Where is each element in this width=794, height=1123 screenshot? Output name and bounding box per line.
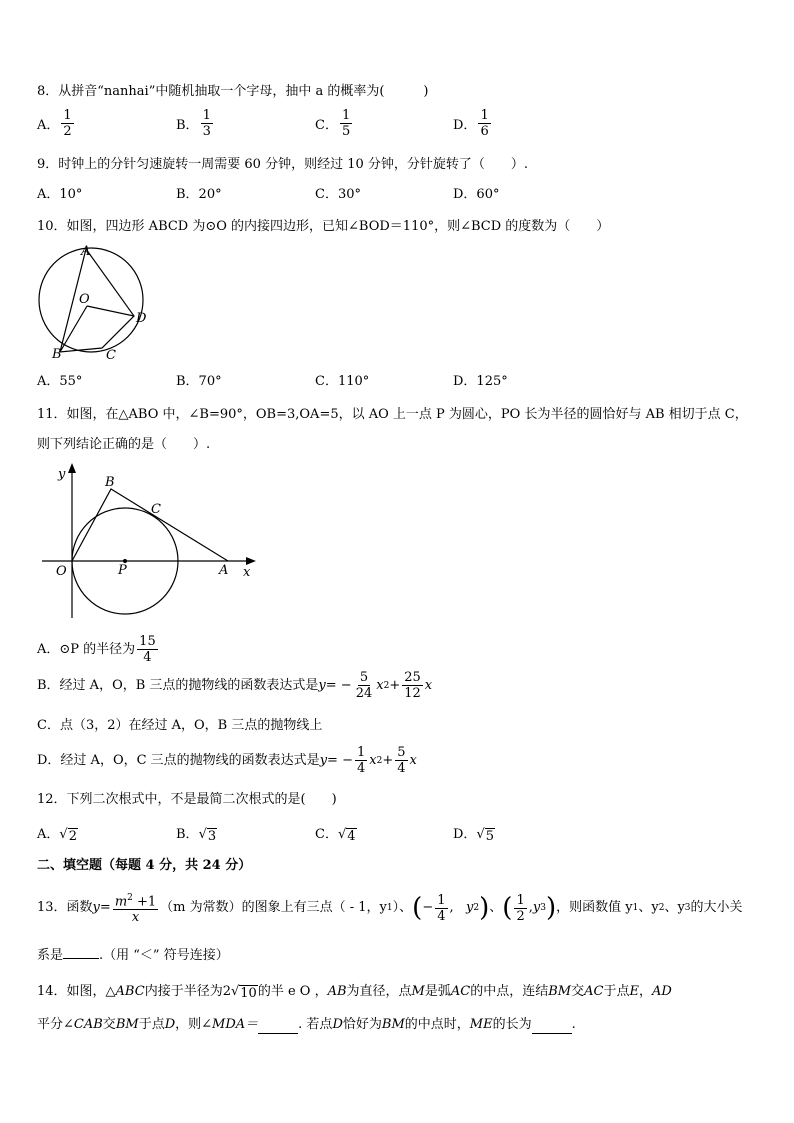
denominator: 2: [516, 908, 525, 924]
section-heading: 二、填空题（每题 4 分，共 24 分）: [37, 858, 252, 873]
label-o: O: [79, 292, 90, 307]
numerator: 1: [356, 745, 366, 760]
fraction: [354, 670, 375, 701]
option-letter: A．: [37, 118, 60, 133]
square-root: √ 5: [476, 827, 495, 844]
label-p: P: [118, 563, 127, 578]
q14-text: 的长为: [492, 1017, 532, 1032]
angle-cab: ∠CAB: [63, 1017, 103, 1032]
subscript: 3: [540, 903, 546, 913]
denominator: 4: [397, 761, 406, 776]
point-e: E: [629, 984, 639, 999]
plus-sign: +: [389, 677, 401, 693]
numerator: 1: [341, 108, 351, 123]
circle-o: [39, 248, 143, 352]
segment-ad: AD: [652, 984, 672, 999]
numerator: 5: [397, 745, 406, 760]
question-12-text: 12．下列二次根式中，不是最简二次根式的是( ): [37, 792, 337, 807]
question-9-text: 9．时钟上的分针匀速旋转一周需要 60 分钟，则经过 10 分钟，分针旋转了（ ）.: [37, 157, 529, 172]
option-letter: D．: [453, 827, 477, 842]
q14-text: 的中点时，: [404, 1017, 470, 1032]
option-b[interactable]: [176, 108, 215, 139]
q13-tail: 的大小关: [690, 900, 743, 915]
option-c[interactable]: C．30°: [315, 187, 361, 202]
inscribed-quadrilateral-figure: [30, 240, 160, 368]
question-11-line-2: 则下列结论正确的是（ ）.: [37, 437, 211, 452]
option-letter: A．: [37, 827, 60, 842]
comma: ,: [449, 900, 467, 915]
q14-text: 交: [571, 984, 585, 999]
subscript: 1: [632, 903, 639, 913]
question-10-text: 10．如图，四边形 ABCD 为⊙O 的内接四边形，已知∠BOD＝110°，则∠BCD 的度数为（ ）: [37, 219, 610, 234]
q14-text: . 若点: [298, 1017, 333, 1032]
option-b[interactable]: B．20°: [176, 187, 222, 202]
option-a[interactable]: [37, 634, 160, 665]
fraction: [514, 893, 526, 924]
numerator: [113, 891, 158, 910]
option-letter: C．: [315, 827, 338, 842]
fraction: [61, 108, 73, 139]
var-y: y: [92, 900, 100, 915]
segment-me: ME: [469, 1017, 493, 1032]
answer-blank[interactable]: [258, 1021, 298, 1034]
label-d: D: [136, 311, 147, 326]
option-c[interactable]: C．110°: [315, 374, 370, 389]
denominator: 4: [437, 908, 446, 924]
option-a[interactable]: [37, 826, 78, 844]
option-b[interactable]: [176, 826, 217, 844]
question-13-line-2: [37, 946, 229, 965]
point-m: M: [411, 984, 425, 999]
var-x: x: [424, 677, 433, 693]
var-x: x: [376, 677, 384, 693]
fraction: [402, 670, 423, 701]
q14-text: 于点: [138, 1017, 165, 1032]
fraction: [340, 108, 352, 139]
exponent: 2: [127, 892, 133, 903]
equals-sign: =: [99, 900, 111, 915]
option-a[interactable]: [37, 108, 76, 139]
denominator: 3: [202, 124, 211, 139]
option-letter: C．: [315, 118, 338, 133]
radicand: 5: [485, 829, 495, 844]
var-m: m: [114, 894, 128, 910]
denominator: 24: [355, 686, 373, 701]
radicand: 10: [240, 986, 257, 1001]
option-a[interactable]: A．55°: [37, 374, 83, 389]
question-8-text: 8．从拼音“nanhai”中随机抽取一个字母，抽中 a 的概率为( ): [37, 84, 429, 99]
q14-text: 交: [102, 1017, 116, 1032]
q14-text: ，则: [175, 1017, 202, 1032]
numerator: 1: [437, 892, 446, 908]
label-c: C: [106, 348, 116, 363]
q13-tail: 、y: [664, 900, 685, 915]
q13-tail: ，则函数值 y: [556, 900, 633, 915]
comma: ,: [528, 900, 533, 915]
q14-text: 为直径，点: [346, 984, 412, 999]
denominator: 2: [63, 124, 72, 139]
numerator: 1: [516, 892, 525, 908]
quadrilateral-abcd: [60, 249, 134, 352]
option-c[interactable]: [315, 108, 354, 139]
numerator: 5: [359, 670, 369, 685]
square-root: √ 3: [198, 827, 217, 844]
subscript: 2: [658, 903, 665, 913]
radicand: 3: [207, 829, 217, 844]
var-x: x: [409, 752, 417, 768]
denominator: 12: [404, 686, 421, 701]
square-root: √ 4: [337, 827, 356, 844]
q14-text: 是弧: [424, 984, 451, 999]
q14-text: 内接于半径为: [144, 984, 223, 999]
triangle-abc: △ABC: [105, 984, 145, 999]
equals-minus: = −: [325, 677, 352, 693]
y-axis-arrow: [68, 463, 76, 473]
numerator: 1: [63, 108, 72, 123]
separator: ）、: [392, 900, 413, 915]
segment-bm: BM: [115, 1017, 139, 1032]
subscript: 1: [386, 903, 393, 913]
square-root: √ 2: [59, 827, 77, 844]
q14-text: ，: [638, 984, 652, 999]
option-a[interactable]: A．10°: [37, 187, 83, 202]
angle-mda: ∠MDA＝: [201, 1017, 259, 1032]
q13-line2-text: .（用 “＜” 符号连接）: [99, 948, 229, 963]
left-paren: (: [502, 893, 513, 923]
label-a: A: [81, 244, 91, 259]
var-x: x: [369, 752, 377, 768]
option-c[interactable]: C．点（3，2）在经过 A，O，B 三点的抛物线上: [37, 718, 323, 733]
q14-text: 的半 e O ，: [257, 984, 328, 999]
answer-blank[interactable]: [63, 946, 99, 959]
var-y: y: [466, 900, 474, 915]
numerator: 1: [480, 108, 489, 123]
left-paren: (: [412, 893, 423, 923]
numerator: 25: [404, 670, 421, 685]
label-c: C: [151, 502, 161, 517]
option-text: A．⊙P 的半径为: [37, 641, 136, 657]
right-paren: ): [479, 893, 490, 923]
q13-line2-text: 系是: [37, 948, 64, 963]
point-d: D: [332, 1017, 343, 1032]
option-d[interactable]: D．60°: [453, 187, 500, 202]
segment-bm: BM: [548, 984, 572, 999]
numerator: 1: [202, 108, 211, 123]
option-c[interactable]: [315, 826, 357, 844]
fraction: [435, 893, 447, 924]
option-b[interactable]: B．70°: [176, 374, 222, 389]
option-d[interactable]: [453, 108, 493, 139]
label-o: O: [56, 564, 67, 579]
point-d: D: [164, 1017, 176, 1032]
plus-sign: +: [382, 752, 394, 768]
fraction: [113, 891, 158, 925]
option-text: B．经过 A，O，B 三点的抛物线的函数表达式是: [37, 677, 319, 693]
numerator-rest: +1: [132, 894, 157, 910]
q13-tail: 、y: [638, 900, 659, 915]
q14-text: 的中点，连结: [470, 984, 549, 999]
q14-text: 于点: [603, 984, 630, 999]
label-y: y: [58, 467, 66, 482]
label-a: A: [219, 563, 229, 578]
segment-ac: AC: [584, 984, 604, 999]
denominator: 4: [143, 650, 152, 665]
arc-ac: AC: [450, 984, 471, 999]
q13-points-text: （m 为常数）的图象上有三点（ - 1，y: [160, 900, 387, 915]
var-y: y: [319, 752, 328, 768]
option-b[interactable]: [37, 670, 432, 701]
question-13-line-1: [37, 888, 743, 928]
radicand: 4: [347, 829, 356, 844]
coefficient: 2: [222, 984, 231, 999]
denominator: x: [131, 910, 140, 926]
option-d[interactable]: [37, 745, 417, 776]
denominator: 6: [480, 124, 489, 139]
fraction: [355, 745, 367, 776]
segment-ob: [60, 306, 87, 352]
question-14-line-2: [37, 1016, 576, 1034]
subscript: 2: [473, 903, 480, 913]
option-letter: B．: [176, 827, 199, 842]
numerator: 15: [139, 634, 156, 649]
equals-minus: = −: [327, 752, 353, 768]
segment-od: [87, 306, 134, 316]
var-y: y: [318, 677, 326, 693]
question-11-line-1: 11．如图，在△ABO 中，∠B=90°，OB=3,OA=5，以 AO 上一点 P 为圆心，PO 长为半径的圆恰好与 AB 相切于点 C，: [37, 407, 748, 422]
segment-bm: BM: [381, 1017, 405, 1032]
q14-text: 平分: [37, 1017, 64, 1032]
minus-sign: −: [422, 900, 434, 915]
q13-prefix: 13．函数: [37, 900, 93, 915]
option-letter: B．: [176, 118, 199, 133]
option-d[interactable]: [453, 826, 495, 844]
fraction: [201, 108, 213, 139]
label-b: B: [105, 475, 115, 490]
answer-blank[interactable]: [532, 1021, 572, 1034]
square-root: √ 10: [230, 984, 257, 1001]
q14-text: .: [571, 1017, 576, 1032]
fraction: [478, 108, 490, 139]
label-b: B: [52, 347, 62, 362]
option-text: D．经过 A，O，C 三点的抛物线的函数表达式是: [37, 752, 320, 768]
denominator: 5: [341, 124, 351, 139]
var-y: y: [532, 900, 541, 915]
radicand: 2: [68, 829, 77, 844]
question-8-options: [37, 108, 757, 148]
x-axis-arrow: [246, 557, 256, 565]
right-paren: ): [545, 893, 557, 923]
question-14-line-1: [37, 983, 672, 1001]
q14-text: 14．如图，: [37, 984, 106, 999]
exponent: 2: [376, 755, 383, 766]
triangle-abo: [72, 489, 228, 561]
subscript: 3: [684, 903, 691, 913]
q14-text: 恰好为: [342, 1017, 382, 1032]
separator: 、: [489, 900, 503, 915]
fraction: [395, 745, 407, 776]
denominator: 4: [356, 761, 366, 776]
fraction: [137, 634, 158, 665]
segment-ab: AB: [327, 984, 347, 999]
option-d[interactable]: D．125°: [453, 374, 508, 389]
tangent-circle-figure: [38, 460, 263, 622]
label-x: x: [243, 565, 251, 580]
option-letter: D．: [453, 118, 477, 133]
exponent: 2: [383, 680, 390, 691]
